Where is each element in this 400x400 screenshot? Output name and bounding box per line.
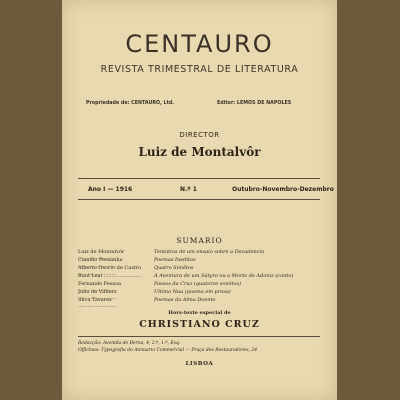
- toc-row: [78, 249, 328, 257]
- hors-texte-label: Hors-texte especial de: [168, 310, 231, 316]
- director-label: DIRECTOR: [179, 131, 220, 139]
- issue-top-rule: [78, 178, 320, 179]
- toc-title: Poemas Ineditos: [154, 257, 196, 263]
- editor-credit: Editor: LEMOS DE NAPOLES: [217, 101, 292, 106]
- hors-texte-artist: CHRISTIANO CRUZ: [139, 319, 260, 330]
- issue-year: Ano I — 1916: [88, 186, 133, 193]
- toc-author: Camillo Pessanha .....: [78, 257, 148, 269]
- issue-number: N.º 1: [180, 186, 197, 193]
- director-name: Luiz de Montalvôr: [138, 145, 261, 159]
- toc-author: Julio de Villiers .....: [78, 289, 148, 301]
- toc-title: A Aventura de um Sátyro ou a Morte de Adonis (conto): [154, 273, 294, 279]
- toc-title: Passos da Cruz (quatorze sonêtos): [154, 281, 242, 287]
- issue-bottom-rule: [78, 199, 320, 200]
- toc-author: Fernando Pessoa .....: [78, 281, 148, 293]
- toc-row: [78, 257, 328, 265]
- summary-heading: SUMARIO: [176, 236, 223, 245]
- footer-rule: [78, 336, 320, 337]
- toc-author: Raul Leal .....: [78, 273, 148, 279]
- toc-author: Alberto Osorio de Castro .....: [78, 265, 148, 277]
- toc-title: Ultimo Nau (poema em prosa): [154, 289, 231, 295]
- toc-row: [78, 297, 328, 305]
- toc-row: [78, 281, 328, 289]
- toc-row: [78, 289, 328, 297]
- toc-row: [78, 265, 328, 273]
- publication-city: LISBOA: [185, 361, 214, 367]
- toc-row: [78, 273, 328, 281]
- toc-author: Luiz de Montalvôr .....: [78, 249, 148, 261]
- magazine-subtitle: REVISTA TRIMESTRAL DE LITERATURA: [100, 64, 299, 75]
- officinas-address: Officinas: Typografia do Annuario Commercial — Praça dos Restauradores, 24: [78, 348, 258, 353]
- toc-author: Silva Tavares .....: [78, 297, 148, 309]
- toc-title: Tentativa de um ensaio sobre a Decadencia: [154, 249, 265, 255]
- owner-credit: Propriedade de: CENTAURO, Ltd.: [86, 101, 175, 106]
- issue-period: Outubro-Novembro-Dezembro: [232, 186, 334, 193]
- redaccao-address: Redacção: Avenida de Berna, 4, 2.º, 1.º, Esq.: [78, 341, 181, 346]
- magazine-cover-page: [62, 0, 337, 400]
- magazine-title: CENTAURO: [125, 30, 274, 58]
- toc-title: Poemas da Alma Doente: [154, 297, 216, 303]
- toc-title: Quatro Sonêtos: [154, 265, 194, 271]
